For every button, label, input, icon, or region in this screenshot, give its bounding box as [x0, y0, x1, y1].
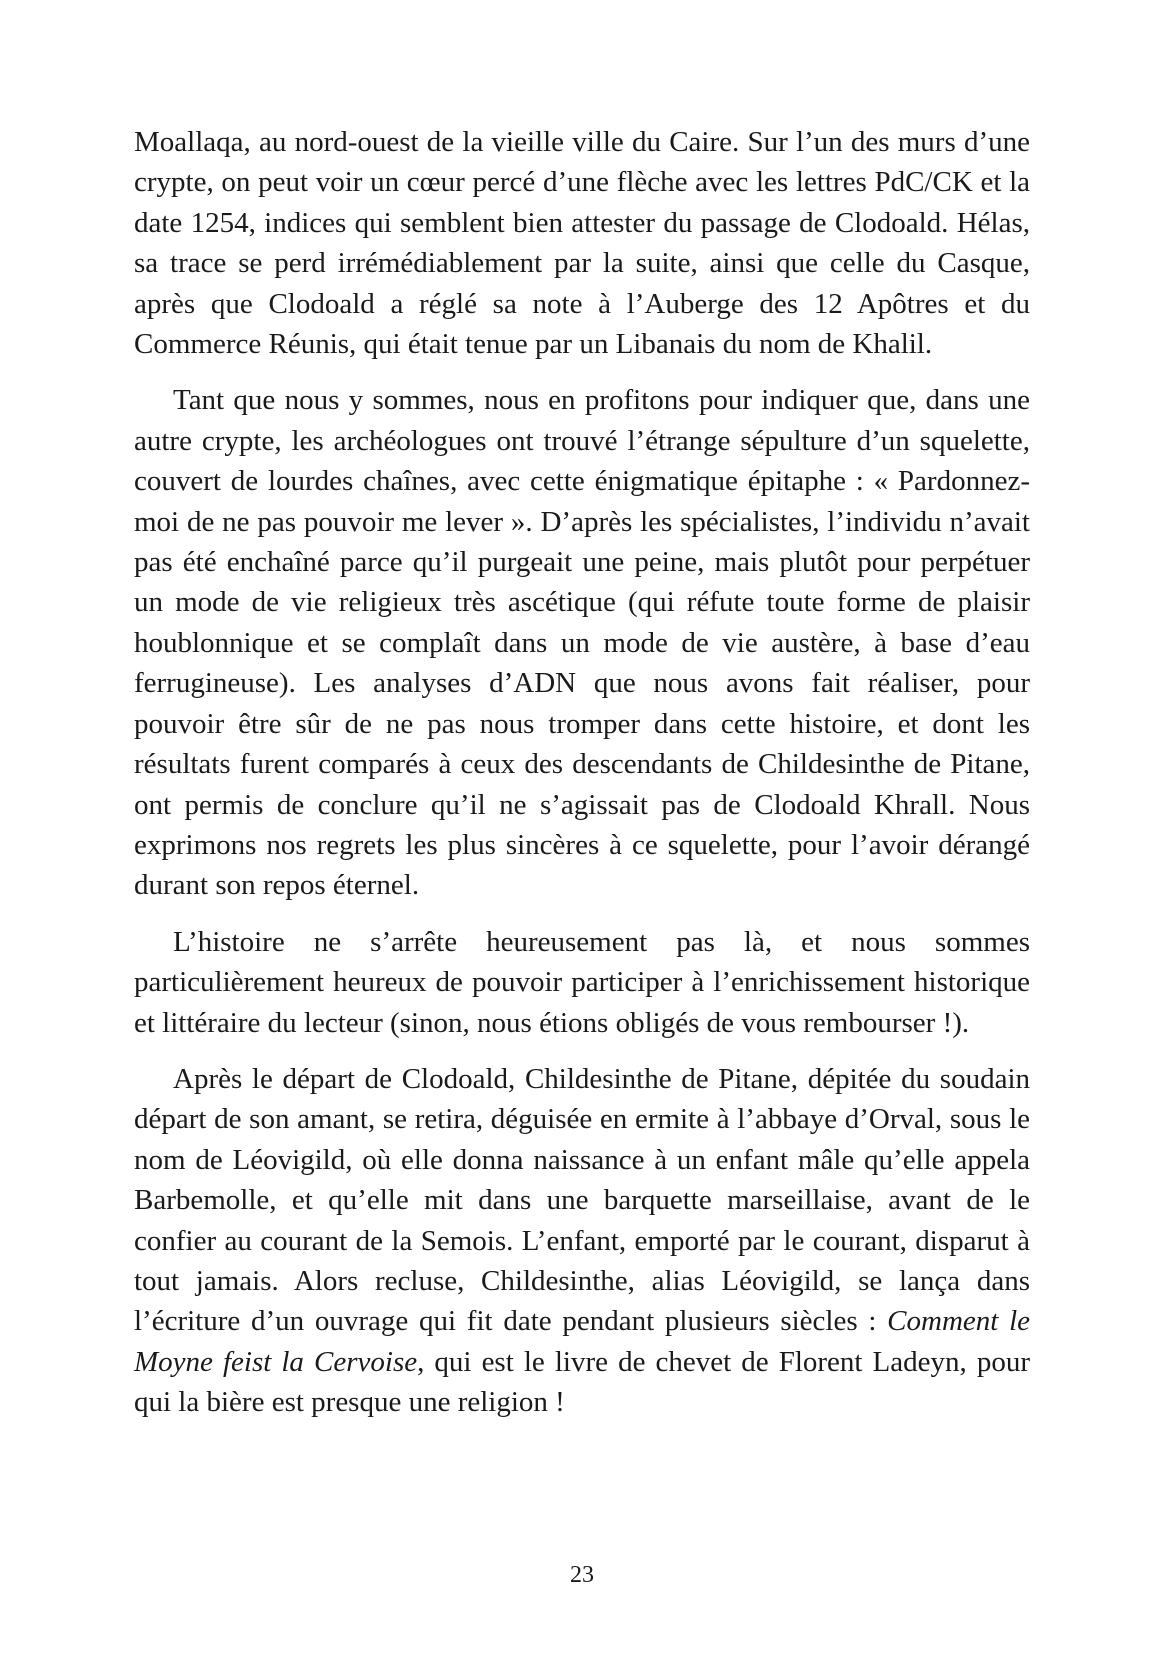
paragraph-1: [134, 122, 1030, 364]
paragraph-2: [134, 380, 1030, 905]
body-text: [134, 122, 1030, 1423]
book-title-italic: Comment le Moyne feist la Cervoise: [134, 1305, 1030, 1378]
paragraph-3-text: L’histoire ne s’arrête heureusement pas là, et nous sommes particulièrement heureux de pouvoir participer à l’enrichissement historique et littéraire du lecteur (sinon, nous étions obligés de vous rembourser !).: [134, 925, 1030, 1039]
paragraph-4: [134, 1059, 1030, 1423]
paragraph-4-text-end: , qui est le livre de chevet de Florent Ladeyn, pour qui la bière est presque une religion !: [134, 1345, 1030, 1419]
paragraph-4-text: Après le départ de Clodoald, Childesinthe de Pitane, dépitée du soudain départ de son amant, se retira, déguisée en ermite à l’abbaye d’Orval, sous le nom de Léovigild, où elle donna naissance à un enfant mâle qu’elle appela Barbemolle, et qu’elle mit dans une barquette marseillaise, avant de le confier au courant de la Semois. L’enfant, emporté par le courant, disparut à tout jamais. Alors recluse, Childesinthe, alias Léovigild, se lança dans l’écriture d’un ouvrage qui fit date pendant plusieurs siècles :: [134, 1062, 1030, 1338]
page-number: 23: [570, 1562, 594, 1588]
paragraph-1-text: Moallaqa, au nord-ouest de la vieille ville du Caire. Sur l’un des murs d’une crypte, on peut voir un cœur percé d’une flèche avec les lettres PdC/CK et la date 1254, indices qui semblent bien attester du passage de Clodoald. Hélas, sa trace se perd irrémédiablement par la suite, ainsi que celle du Casque, après que Clodoald a réglé sa note à l’Auberge des 12 Apôtres et du Commerce Réunis, qui était tenue par un Libanais du nom de Khalil.: [134, 126, 1030, 361]
paragraph-2-text: Tant que nous y sommes, nous en profitons pour indiquer que, dans une autre crypte, les archéologues ont trouvé l’étrange sépulture d’un squelette, couvert de lourdes chaînes, avec cette énigmatique épitaphe : « Pardonnez-moi de ne pas pouvoir me lever ». D’après les spécialistes, l’individu n’avait pas été enchaîné parce qu’il purgeait une peine, mais plutôt pour perpétuer un mode de vie religieux très ascétique (qui réfute toute forme de plaisir houblonnique et se complaît dans un mode de vie austère, à base d’eau ferrugineuse). Les analyses d’ADN que nous avons fait réaliser, pour pouvoir être sûr de ne pas nous tromper dans cette histoire, et dont les résultats furent comparés à ceux des descendants de Childesinthe de Pitane, ont permis de conclure qu’il ne s’agissait pas de Clodoald Khrall. Nous exprimons nos regrets les plus sincères à ce squelette, pour l’avoir dérangé durant son repos éternel.: [134, 384, 1030, 902]
paragraph-3: [134, 922, 1030, 1043]
